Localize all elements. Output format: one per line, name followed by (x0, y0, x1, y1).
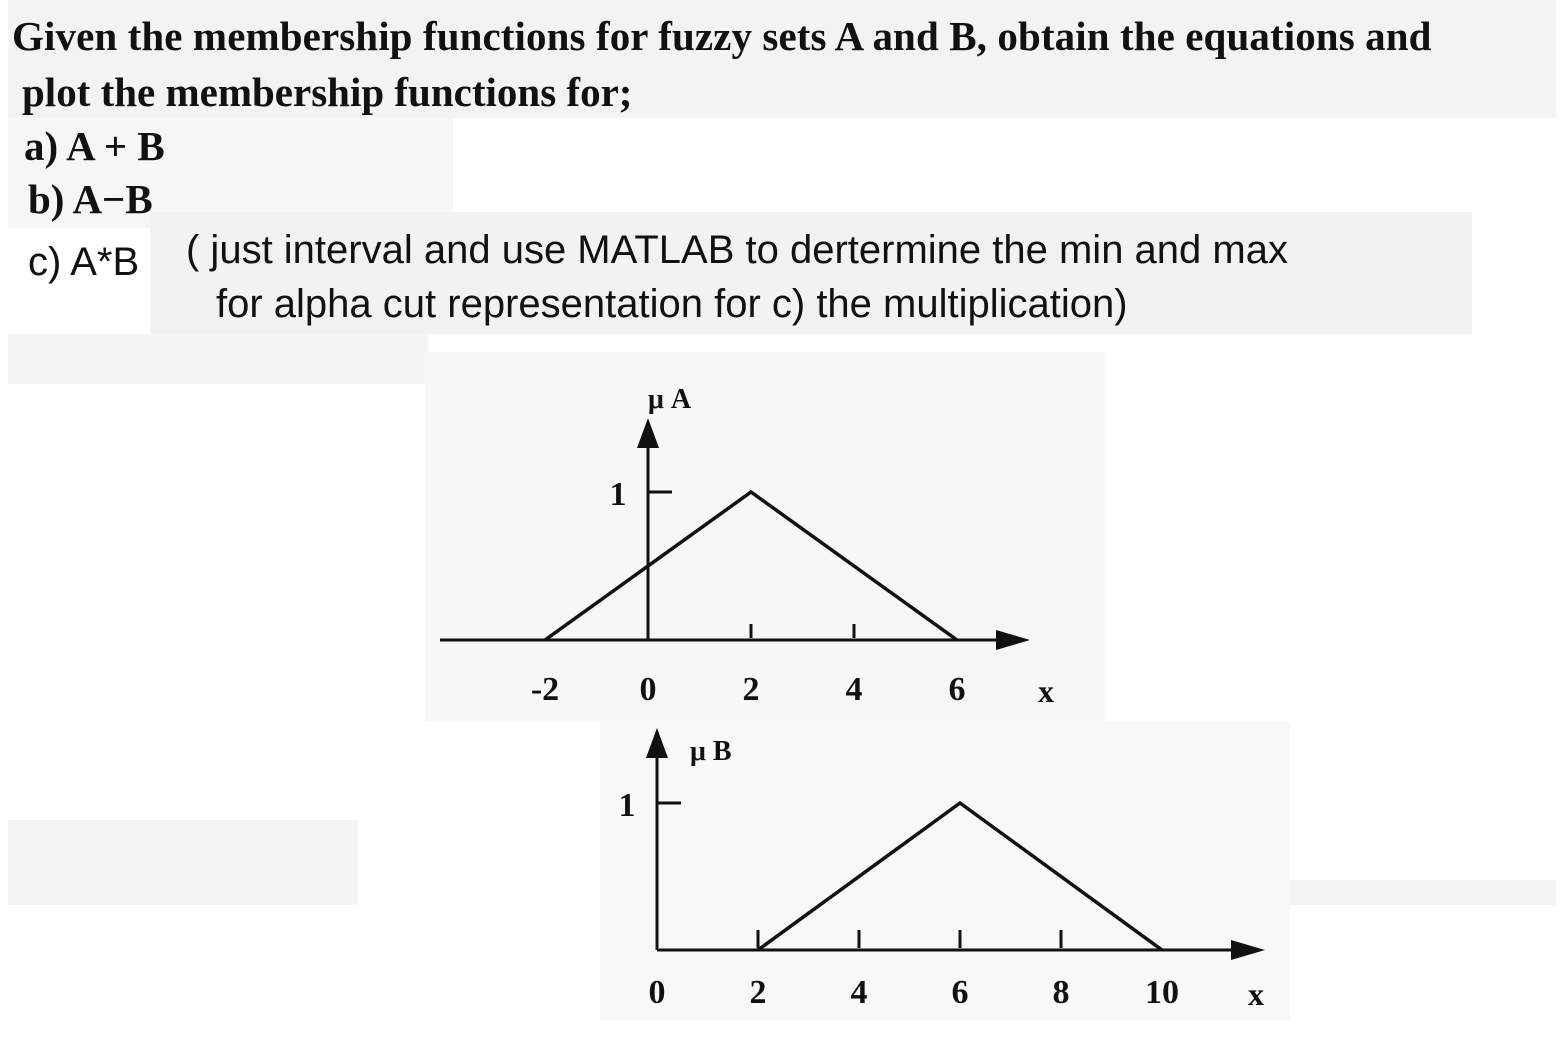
graph-b-y-axis-arrow (646, 728, 668, 758)
part-c-note-line2: for alpha cut representation for c) the multiplication) (216, 282, 1128, 326)
part-c-note-line1: ( just interval and use MATLAB to dertermine the min and max (186, 228, 1288, 272)
problem-statement-line1: Given the membership functions for fuzzy sets A and B, obtain the equations and (12, 13, 1432, 59)
problem-statement-line2: plot the membership functions for; (22, 69, 633, 115)
graph-a-x-tick-label: 0 (639, 671, 657, 708)
part-a: a) A + B (24, 123, 165, 169)
graph-b-membership-line (758, 803, 1162, 950)
graph-a-membership-line (545, 492, 957, 640)
graph-a-y-axis-arrow (637, 418, 659, 448)
graph-b-y-tick-label: 1 (618, 787, 636, 824)
graph-b-x-axis-arrow (1231, 940, 1265, 960)
graph-b-x-tick-label: 0 (648, 974, 666, 1011)
graph-b-x-label: x (1248, 976, 1264, 1012)
graph-b-x-tick-label: 8 (1052, 974, 1070, 1011)
graph-b-x-tick-label: 10 (1145, 974, 1179, 1011)
graph-b-x-tick-label: 4 (850, 974, 868, 1011)
graph-a-x-label: x (1038, 673, 1054, 709)
graph-b-x-tick-label: 6 (951, 974, 969, 1011)
graph-a-y-tick-label: 1 (609, 476, 627, 513)
graph-a-x-axis-arrow (996, 630, 1030, 650)
graph-b-y-label: μ B (690, 736, 732, 767)
graph-a-x-tick-label: 6 (948, 671, 966, 708)
graph-a-x-tick-label: 4 (845, 671, 863, 708)
graph-b-x-tick-label: 2 (749, 974, 767, 1011)
part-c-label: c) A*B (28, 240, 140, 284)
part-b: b) A−B (28, 176, 153, 222)
graph-a-y-label: μ A (648, 384, 692, 415)
graph-a-x-tick-label: 2 (742, 671, 760, 708)
graph-a-x-tick-label: -2 (530, 671, 560, 708)
